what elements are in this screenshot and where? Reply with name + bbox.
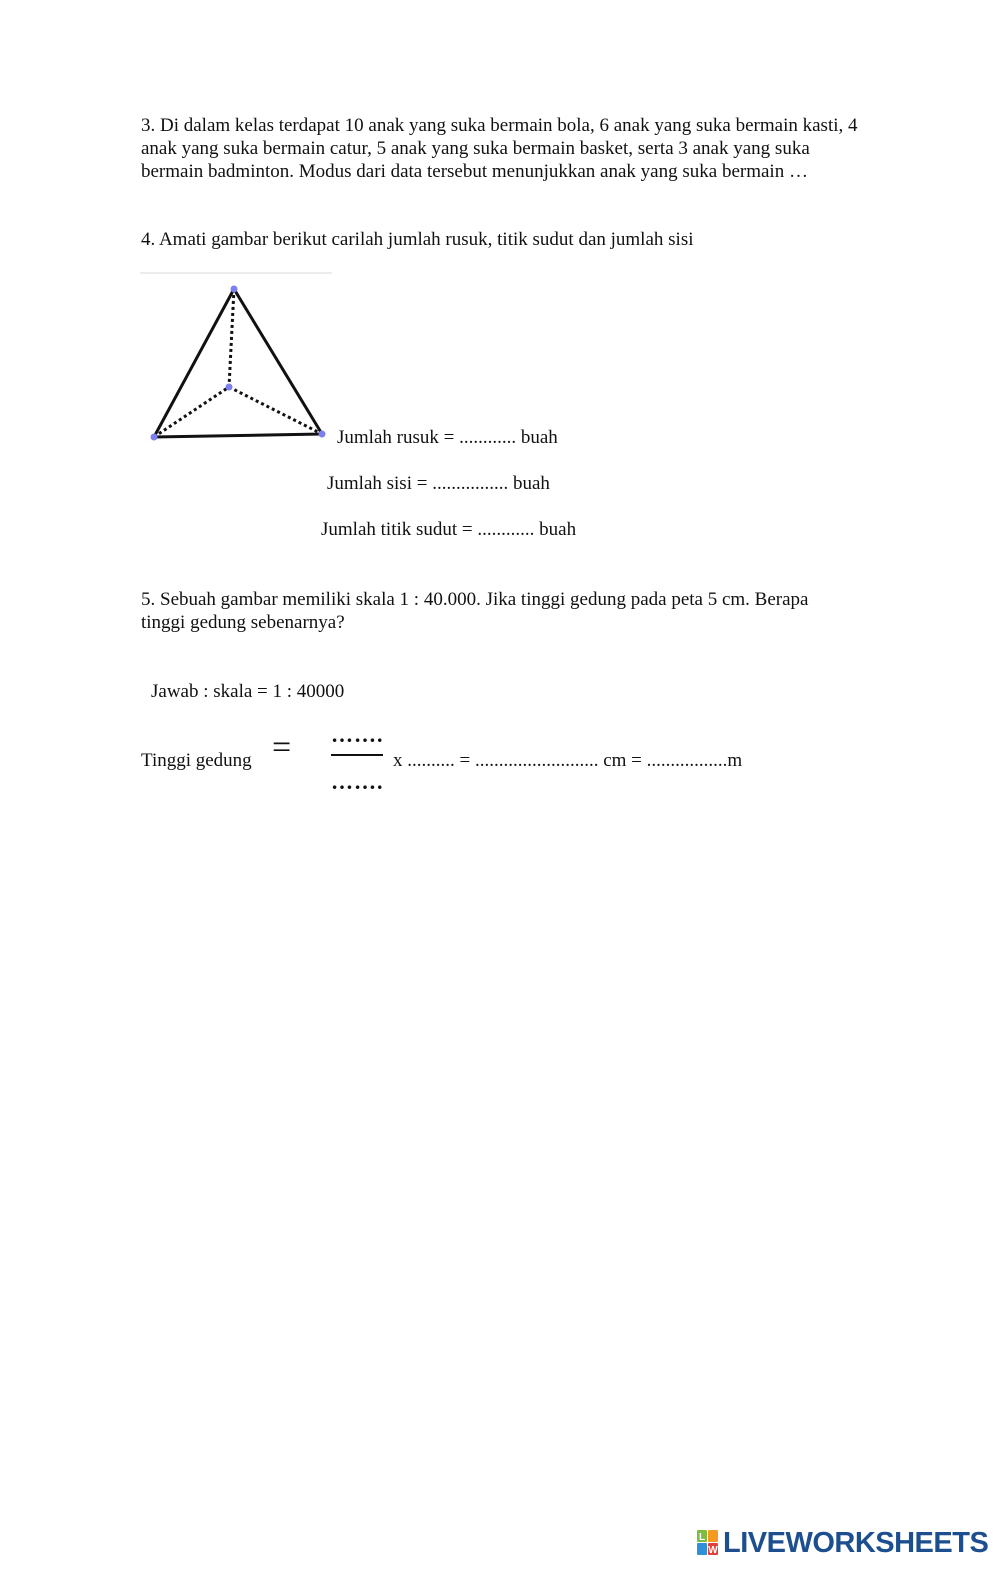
question-3-line: bermain badminton. Modus dari data tersebut menunjukkan anak yang suka bermain … xyxy=(141,161,808,182)
pyramid-figure xyxy=(140,268,340,448)
question-3-line: anak yang suka bermain catur, 5 anak yang suka bermain basket, serta 3 anak yang suka xyxy=(141,138,810,159)
vertex-top xyxy=(231,286,238,293)
equals-sign: = xyxy=(272,729,292,766)
tinggi-gedung-label: Tinggi gedung xyxy=(141,750,252,771)
vertex-left xyxy=(151,434,158,441)
fraction-bar xyxy=(331,754,383,756)
edge-hidden-left xyxy=(154,387,229,437)
question-4-prompt: 4. Amati gambar berikut carilah jumlah rusuk, titik sudut dan jumlah sisi xyxy=(141,229,694,250)
vertex-back xyxy=(226,384,233,391)
answer-jawab-skala: Jawab : skala = 1 : 40000 xyxy=(151,681,345,702)
answer-sisi: Jumlah sisi = ................ buah xyxy=(327,473,550,494)
liveworksheets-logo xyxy=(697,1526,989,1559)
question-5-line: tinggi gedung sebenarnya? xyxy=(141,612,345,633)
liveworksheets-wordmark: LIVEWORKSHEETS xyxy=(723,1526,989,1559)
svg-text:L: L xyxy=(698,1532,706,1543)
fraction-numerator-blank: ……. xyxy=(331,722,384,747)
question-5-line: 5. Sebuah gambar memiliki skala 1 : 40.000. Jika tinggi gedung pada peta 5 cm. Berapa xyxy=(141,589,809,610)
question-5 xyxy=(141,588,808,634)
answer-rusuk: Jumlah rusuk = ............ buah xyxy=(337,427,558,448)
edge-left xyxy=(154,289,234,437)
svg-text:W: W xyxy=(708,1545,718,1556)
question-3 xyxy=(141,114,921,183)
question-3-line: 3. Di dalam kelas terdapat 10 anak yang suka bermain bola, 6 anak yang suka bermain kasti, 4 xyxy=(141,115,858,136)
edge-base xyxy=(154,434,322,437)
tinggi-gedung-blanks: x .......... = .......................... cm = .................m xyxy=(393,750,743,771)
fraction-denominator-blank: ……. xyxy=(331,769,384,794)
edge-hidden-vertical xyxy=(229,289,234,387)
answer-titik-sudut: Jumlah titik sudut = ............ buah xyxy=(321,519,577,540)
vertex-right xyxy=(319,431,326,438)
liveworksheets-logo-icon xyxy=(697,1530,719,1556)
